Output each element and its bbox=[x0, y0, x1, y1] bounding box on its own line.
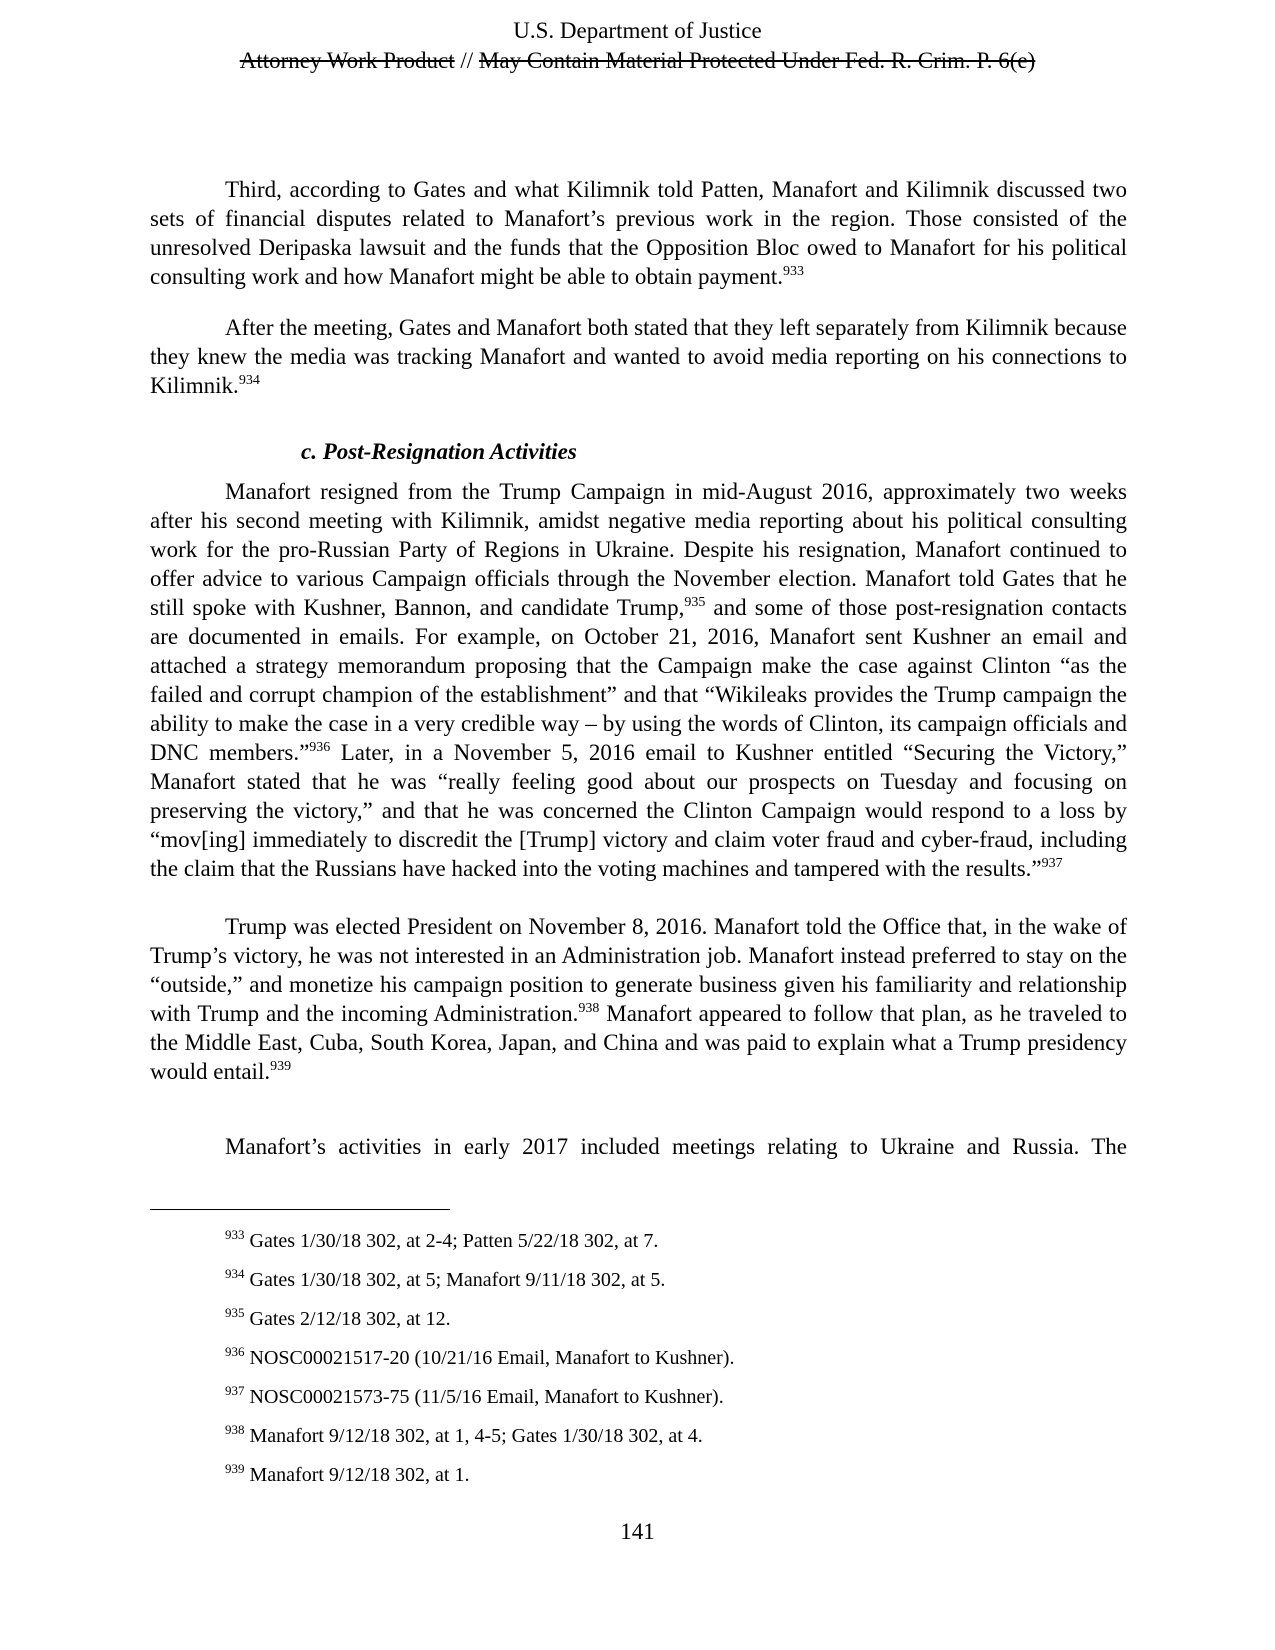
footnote bbox=[225, 1229, 734, 1268]
footnote-text: Gates 1/30/18 302, at 5; Manafort 9/11/18 302, at 5. bbox=[244, 1269, 666, 1291]
footnote-text: Manafort 9/12/18 302, at 1. bbox=[244, 1464, 470, 1486]
footnote-ref: 933 bbox=[783, 264, 805, 279]
marking-separator: // bbox=[454, 48, 479, 73]
paragraph-text: Manafort appeared to follow that plan, as he traveled to the Middle East, Cuba, South Korea, Japan, and China and was paid to explain what a Trump presidency would entail. bbox=[150, 1001, 1128, 1084]
footnote-ref: 937 bbox=[1041, 856, 1063, 871]
paragraph-1 bbox=[150, 175, 1127, 291]
footnote bbox=[225, 1385, 734, 1424]
page-number: 141 bbox=[620, 1519, 655, 1544]
department-name: U.S. Department of Justice bbox=[513, 18, 762, 43]
paragraph-text: Later, in a November 5, 2016 email to Kushner entitled “Securing the Victory,” Manafort stated that he was “really feeling good about our prospects on Tuesday and focusing on preserving the victory,” and that he was concerned the Clinton Campaign would respond to a loss by “mov[ing] immediately to discredit the [Trump] victory and claim voter fraud and cyber-fraud, including the claim that the Russians have hacked into the voting machines and tampered with the results.” bbox=[150, 740, 1127, 881]
footnote-number: 938 bbox=[225, 1422, 245, 1437]
footnote-text: Gates 2/12/18 302, at 12. bbox=[244, 1308, 451, 1330]
paragraph-3 bbox=[150, 477, 1127, 883]
paragraph-text: Trump was elected President on November 8, 2016. Manafort told the Office that, in the wake of Trump’s victory, he was not interested in an Administration job. Manafort instead preferred to stay on the “outside,” and monetize his campaign position to generate business given his familiarity and relationship with Trump and the incoming Administration. bbox=[150, 914, 1127, 1026]
footnote-ref: 936 bbox=[309, 740, 331, 755]
footnote-number: 933 bbox=[225, 1227, 245, 1242]
footnote bbox=[225, 1463, 734, 1502]
paragraph-text: and some of those post-resignation contacts are documented in emails. For example, on October 21, 2016, Manafort sent Kushner an email and attached a strategy memorandum proposing that the Campaign make the case against Clinton “as the failed and corrupt champion of the establishment” and that “Wikileaks provides the Trump campaign the ability to make the case in a very credible way – by using the words of Clinton, its campaign officials and DNC members.” bbox=[150, 595, 1127, 765]
footnote-number: 934 bbox=[225, 1266, 245, 1281]
grand-jury-marking: May Contain Material Protected Under Fed. R. Crim. P. 6(e) bbox=[478, 48, 1036, 73]
footnote bbox=[225, 1346, 734, 1385]
paragraph-text: After the meeting, Gates and Manafort both stated that they left separately from Kilimnik because they knew the media was tracking Manafort and wanted to avoid media reporting on his connections to Kilimnik. bbox=[150, 315, 1127, 398]
section-subheading: c. Post-Resignation Activities bbox=[301, 439, 577, 464]
work-product-marking: Attorney Work Product bbox=[239, 48, 455, 73]
footnote-text: Gates 1/30/18 302, at 2-4; Patten 5/22/18 302, at 7. bbox=[244, 1230, 659, 1252]
paragraph-4 bbox=[150, 912, 1127, 1086]
footnote-separator bbox=[150, 1209, 450, 1210]
footnote-ref: 939 bbox=[270, 1059, 292, 1074]
footnote-ref: 935 bbox=[684, 595, 706, 610]
footnote-number: 937 bbox=[225, 1383, 245, 1398]
footnote-text: NOSC00021573-75 (11/5/16 Email, Manafort to Kushner). bbox=[244, 1386, 724, 1408]
paragraph-text: Manafort resigned from the Trump Campaign in mid-August 2016, approximately two weeks after his second meeting with Kilimnik, amidst negative media reporting about his political consulting work for the pro-Russian Party of Regions in Ukraine. Despite his resignation, Manafort continued to offer advice to various Campaign officials through the November election. Manafort told Gates that he still spoke with Kushner, Bannon, and candidate Trump, bbox=[150, 479, 1127, 620]
footnote bbox=[225, 1307, 734, 1346]
paragraph-5 bbox=[150, 1132, 1127, 1161]
footnote-number: 939 bbox=[225, 1461, 245, 1476]
footnote-number: 936 bbox=[225, 1344, 245, 1359]
footnote-text: NOSC00021517-20 (10/21/16 Email, Manafort to Kushner). bbox=[244, 1347, 735, 1369]
footnote-text: Manafort 9/12/18 302, at 1, 4-5; Gates 1/30/18 302, at 4. bbox=[244, 1425, 703, 1447]
paragraph-text: Third, according to Gates and what Kilimnik told Patten, Manafort and Kilimnik discussed two sets of financial disputes related to Manafort’s previous work in the region. Those consisted of the unresolved Deripaska lawsuit and the funds that the Opposition Bloc owed to Manafort for his political consulting work and how Manafort might be able to obtain payment. bbox=[150, 177, 1127, 289]
footnotes bbox=[225, 1229, 734, 1502]
footnote-ref: 934 bbox=[238, 373, 260, 388]
page-header bbox=[0, 16, 1275, 76]
classification-marking bbox=[0, 46, 1275, 76]
footnote bbox=[225, 1268, 734, 1307]
footnote bbox=[225, 1424, 734, 1463]
footnote-number: 935 bbox=[225, 1305, 245, 1320]
paragraph-2 bbox=[150, 313, 1127, 400]
paragraph-text: Manafort’s activities in early 2017 included meetings relating to Ukraine and Russia. The bbox=[225, 1134, 1127, 1159]
footnote-ref: 938 bbox=[578, 1001, 600, 1016]
